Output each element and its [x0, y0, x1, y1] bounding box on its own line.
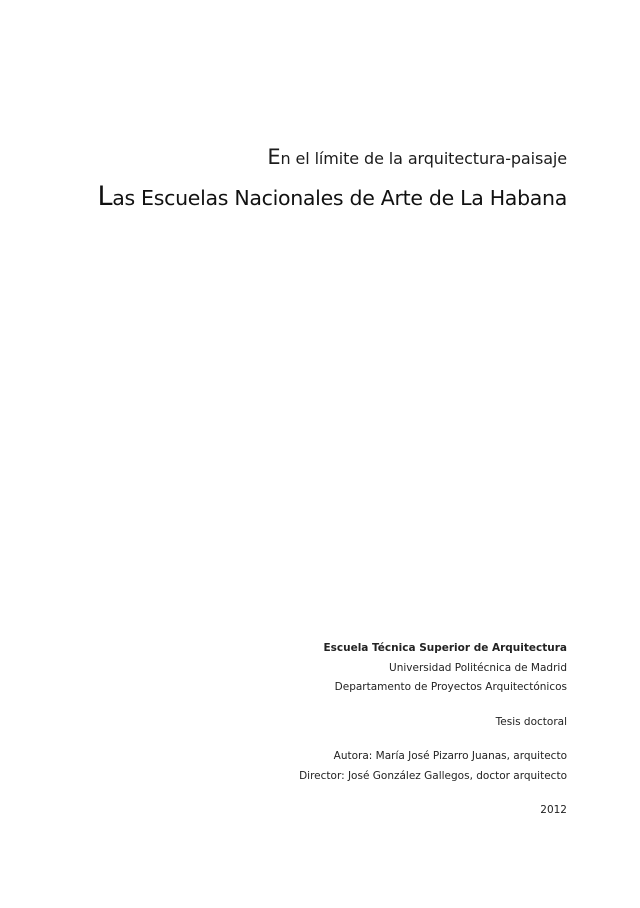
subtitle-text: n el límite de la arquitectura-paisaje: [280, 149, 567, 168]
director-credit: Director: José González Gallegos, doctor arquitecto: [299, 769, 567, 782]
title-block: [97, 146, 567, 211]
spacer: [299, 698, 567, 713]
title-text: as Escuelas Nacionales de Arte de La Habana: [112, 186, 567, 210]
thesis-title: [97, 181, 567, 212]
thesis-info-block: [299, 639, 567, 821]
spacer: [299, 732, 567, 747]
author-credit: Autora: María José Pizarro Juanas, arquitecto: [333, 750, 567, 762]
subtitle-initial: E: [267, 145, 281, 169]
department-name: Departamento de Proyectos Arquitectónicos: [334, 681, 567, 693]
spacer: [299, 786, 567, 801]
university-name: Universidad Politécnica de Madrid: [389, 661, 567, 674]
thesis-subtitle: [97, 146, 567, 170]
school-name: Escuela Técnica Superior de Arquitectura: [323, 642, 567, 654]
title-initial: L: [97, 181, 113, 212]
document-type: Tesis doctoral: [495, 715, 567, 728]
thesis-year: 2012: [540, 804, 567, 816]
